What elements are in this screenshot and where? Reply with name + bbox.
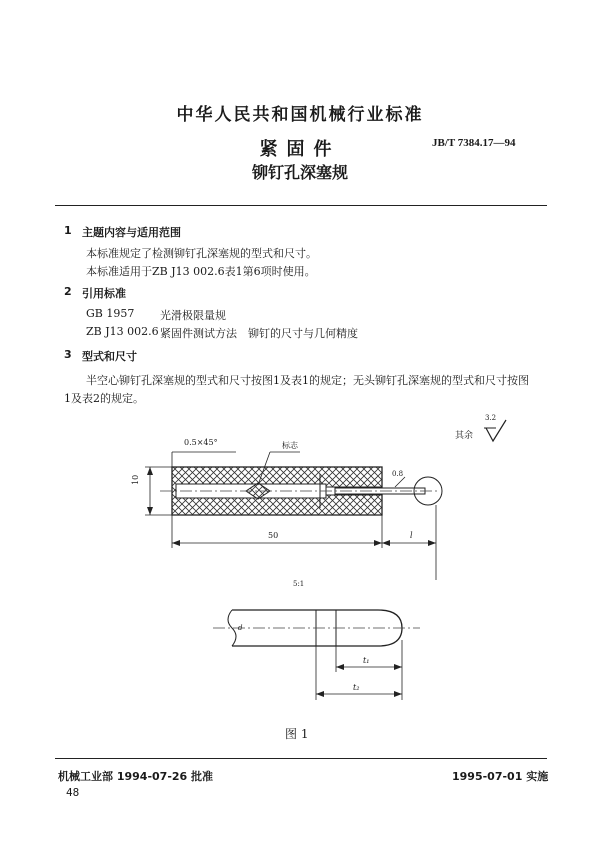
standard-number: JB/T 7384.17—94	[432, 137, 516, 149]
chamfer-leader	[172, 452, 236, 467]
reference-title-2: 紧固件测试方法 铆钉的尺寸与几何精度	[160, 327, 358, 340]
roughness-symbol	[484, 420, 506, 441]
section-1-line-1: 本标准规定了检测铆钉孔深塞规的型式和尺寸。	[86, 247, 317, 260]
chamfer-label: 0.5×45°	[184, 438, 218, 447]
implementation-line: 1995-07-01 实施	[452, 770, 549, 783]
section-2-heading: 引用标准	[82, 287, 126, 300]
length-value: 50	[268, 531, 279, 540]
reference-title-1: 光滑极限量规	[160, 309, 226, 322]
small-roughness-value: 0.8	[392, 470, 404, 478]
approval-line: 机械工业部 1994-07-26 批准	[58, 770, 214, 783]
detail-view	[213, 610, 420, 700]
diameter-value: 10	[131, 474, 140, 485]
document-subtitle: 铆钉孔深塞规	[251, 163, 348, 182]
reference-code-1: GB 1957	[86, 307, 135, 320]
mark-label: 标志	[282, 441, 298, 450]
section-3-paragraph: 半空心铆钉孔深塞规的型式和尺寸按图1及表1的规定；无头铆钉孔深塞规的型式和尺寸按图1及表2的规定。	[64, 374, 529, 405]
document-title: 紧固件	[259, 139, 341, 160]
figure-caption: 图 1	[285, 727, 309, 741]
section-2-number: 2	[64, 285, 72, 298]
detail-t1-label: t₁	[363, 656, 370, 665]
reference-code-2: ZB J13 002.6	[86, 325, 159, 338]
section-1-line-2: 本标准适用于ZB J13 002.6表1第6项时使用。	[86, 265, 316, 278]
section-3-number: 3	[64, 348, 72, 361]
scale-label: 5:1	[293, 580, 305, 588]
detail-d-label: d	[238, 624, 243, 632]
roughness-label: 其余	[455, 431, 474, 441]
section-3-heading: 型式和尺寸	[82, 350, 137, 363]
section-1-heading: 主题内容与适用范围	[82, 226, 181, 239]
footer-rule	[55, 758, 547, 759]
standard-title: 中华人民共和国机械行业标准	[176, 105, 424, 125]
detail-t2-label: t₂	[353, 683, 360, 692]
roughness-value: 3.2	[485, 414, 497, 422]
section-1-number: 1	[64, 224, 72, 237]
length-l-label: l	[410, 531, 413, 540]
length-dimension	[172, 505, 436, 580]
page-number: 48	[66, 786, 80, 799]
